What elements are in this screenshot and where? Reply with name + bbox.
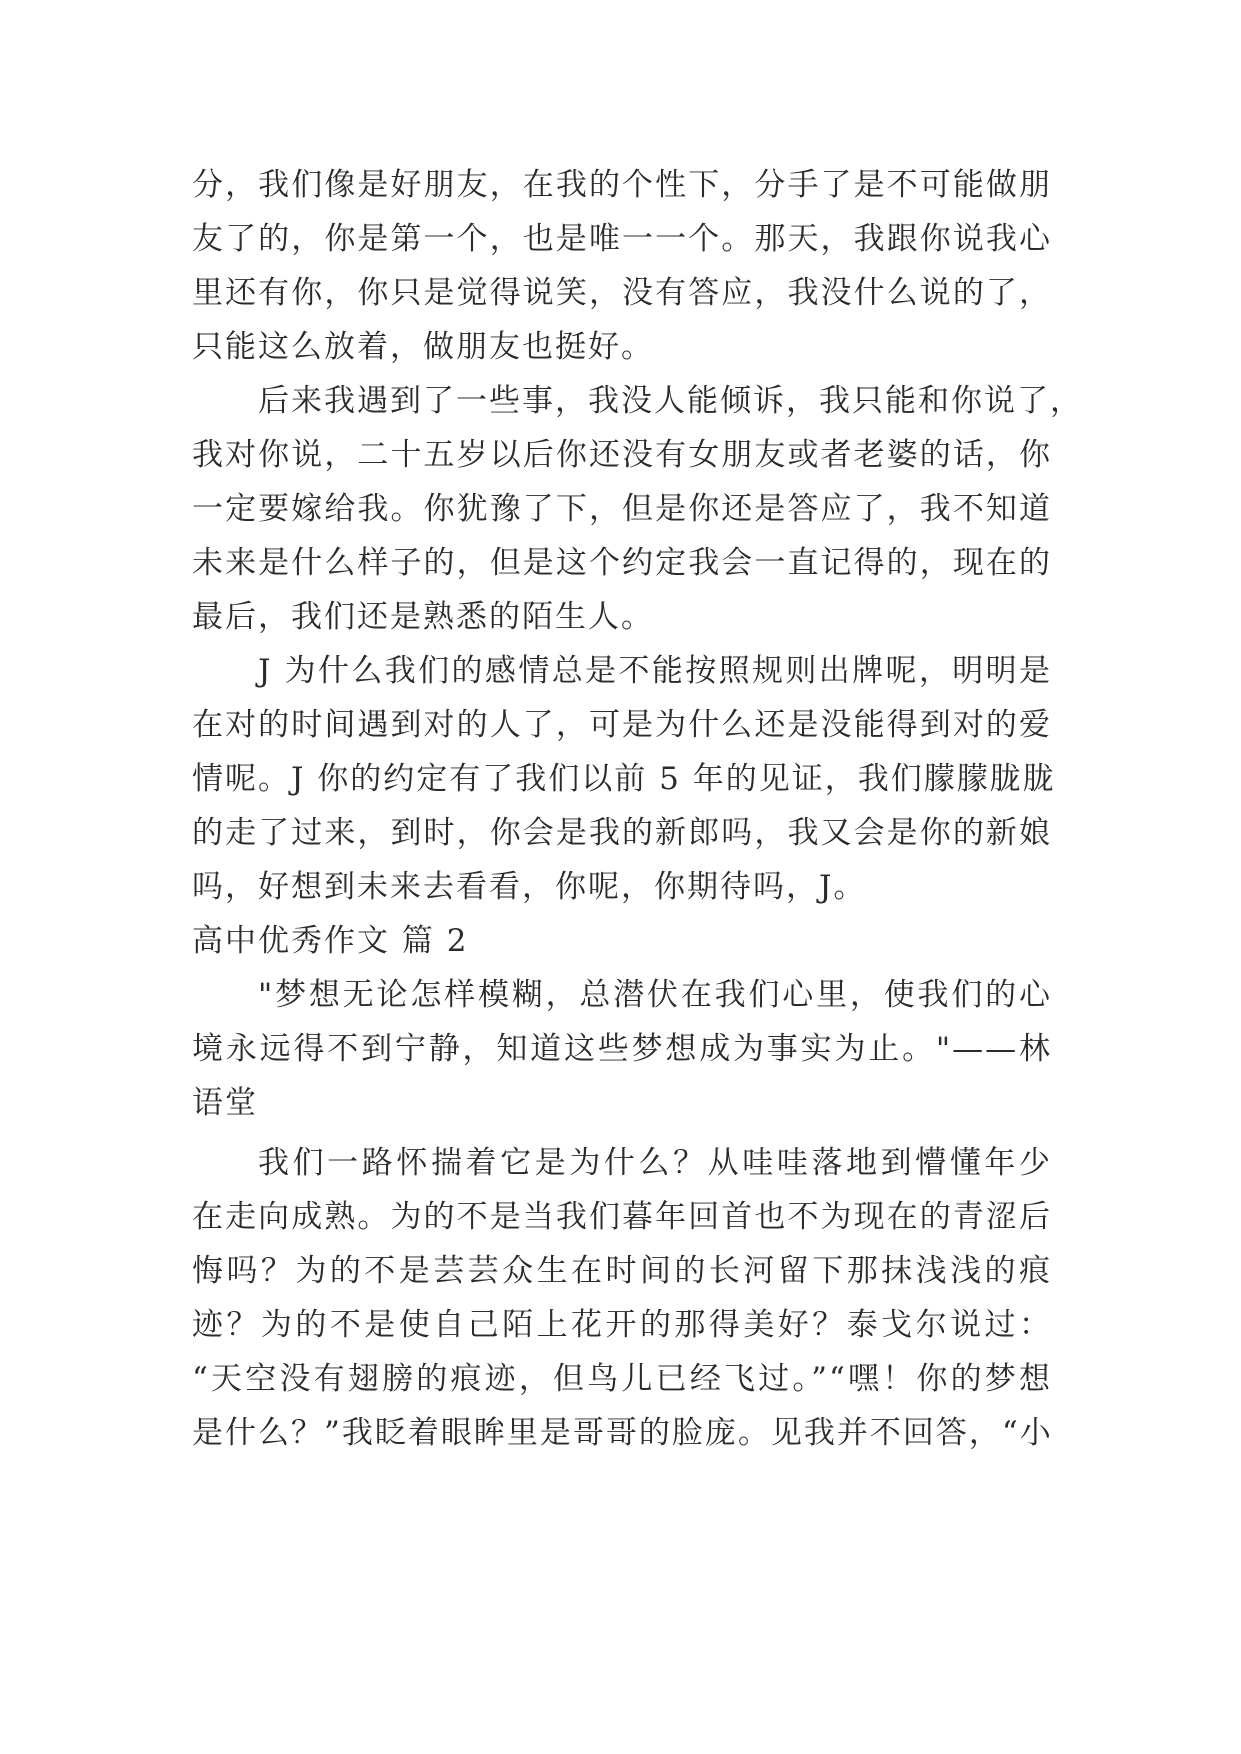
text-line: 迹？为的不是使自己陌上花开的那得美好？泰戈尔说过：: [192, 1307, 1052, 1343]
text-line: 是什么？”我眨着眼眸里是哥哥的脸庞。见我并不回答，“小: [192, 1415, 1053, 1451]
section-heading: 高中优秀作文 篇 2: [192, 923, 469, 959]
text-line: J 为什么我们的感情总是不能按照规则出牌呢，明明是: [258, 653, 1052, 689]
text-line: 友了的，你是第一个，也是唯一一个。那天，我跟你说我心: [192, 221, 1052, 257]
text-line: 最后，我们还是熟悉的陌生人。: [192, 599, 654, 635]
text-line: 境永远得不到宁静，知道这些梦想成为事实为止。"——林: [192, 1031, 1052, 1067]
text-line: 我对你说，二十五岁以后你还没有女朋友或者老婆的话，你: [192, 437, 1052, 473]
paragraph-2: [192, 374, 1083, 644]
text-line: 悔吗？为的不是芸芸众生在时间的长河留下那抹浅浅的痕: [192, 1253, 1052, 1289]
text-line: 只能这么放着，做朋友也挺好。: [192, 329, 654, 365]
text-line: "梦想无论怎样模糊，总潜伏在我们心里，使我们的心: [258, 977, 1052, 1013]
text-line: 在走向成熟。为的不是当我们暮年回首也不为现在的青涩后: [192, 1199, 1052, 1235]
text-line: 分，我们像是好朋友，在我的个性下，分手了是不可能做朋: [192, 167, 1052, 203]
text-line: 里还有你，你只是觉得说笑，没有答应，我没什么说的了，: [192, 275, 1052, 311]
text-line: 情呢。J 你的约定有了我们以前 5 年的见证，我们朦朦胧胧: [192, 761, 1056, 797]
text-line: 吗，好想到未来去看看，你呢，你期待吗，J。: [192, 869, 867, 905]
text-line: 语堂: [192, 1085, 258, 1121]
text-line: 后来我遇到了一些事，我没人能倾诉，我只能和你说了，: [258, 383, 1083, 419]
paragraph-5: [192, 1136, 1052, 1460]
paragraph-1: [192, 158, 1052, 374]
text-line: “天空没有翅膀的痕迹，但鸟儿已经飞过。”“嘿！你的梦想: [192, 1361, 1052, 1397]
text-line: 在对的时间遇到对的人了，可是为什么还是没能得到对的爱: [192, 707, 1052, 743]
text-line: 的走了过来，到时，你会是我的新郎吗，我又会是你的新娘: [192, 815, 1052, 851]
paragraph-4: [192, 968, 1052, 1130]
document-body: [192, 158, 1083, 1460]
paragraph-3: [192, 644, 1056, 914]
text-line: 一定要嫁给我。你犹豫了下，但是你还是答应了，我不知道: [192, 491, 1052, 527]
text-line: 我们一路怀揣着它是为什么？从哇哇落地到懵懂年少: [258, 1145, 1052, 1181]
text-line: 未来是什么样子的，但是这个约定我会一直记得的，现在的: [192, 545, 1052, 581]
